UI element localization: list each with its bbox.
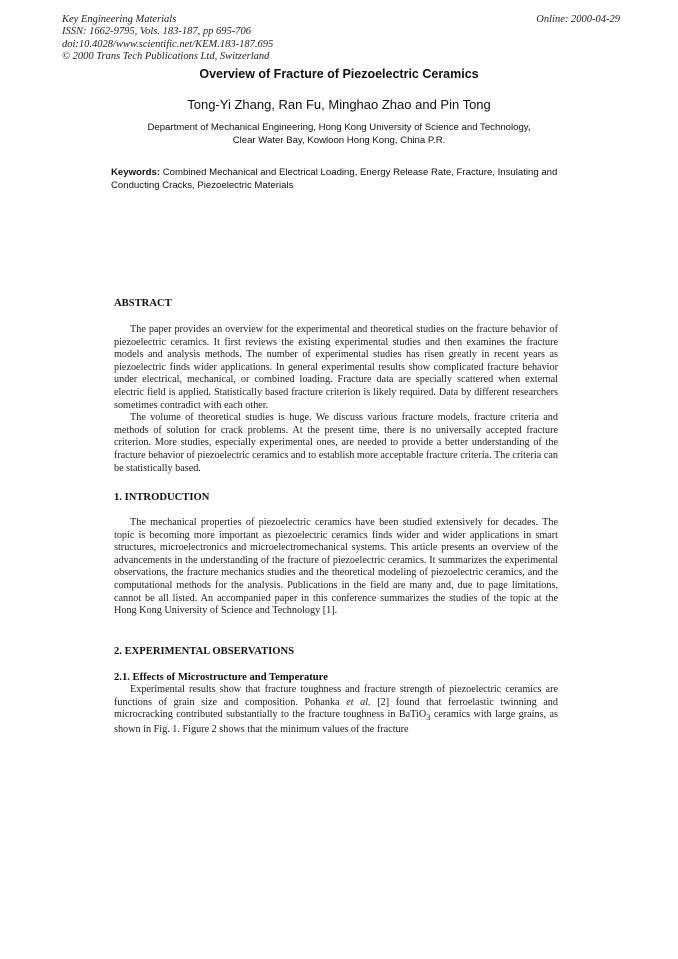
journal-name: Key Engineering Materials bbox=[62, 14, 177, 25]
subsection-heading: 2.1. Effects of Microstructure and Temperature bbox=[114, 672, 328, 683]
issn-line: ISSN: 1662-9795, Vols. 183-187, pp 695-706 bbox=[62, 26, 251, 38]
online-date: Online: 2000-04-29 bbox=[536, 14, 620, 25]
paper-title: Overview of Fracture of Piezoelectric Ceramics bbox=[199, 67, 479, 81]
keywords bbox=[111, 167, 561, 192]
et-al: et al. bbox=[346, 696, 371, 708]
affiliation-line-1: Department of Mechanical Engineering, Hong Kong University of Science and Technology, bbox=[147, 122, 531, 133]
abstract-paragraph-2: The volume of theoretical studies is huge. We discuss various fracture models, fracture criteria and methods of solution for crack problems. At the present time, there is no universally accepted fracture criterion. More studies, especially experimental ones, are needed to provide a better understanding of the fracture behavior of piezoelectric ceramics and to establish more acceptable fracture criteria. The criteria can be statistically based. bbox=[114, 412, 558, 474]
abstract-heading: ABSTRACT bbox=[114, 298, 172, 309]
affiliation bbox=[0, 122, 678, 147]
experimental-text-a: Experimental results show that fracture toughness and fracture strength of piezoelectric ceramics are functions of grain size and composition. Pohanka bbox=[114, 684, 558, 708]
copyright-line: © 2000 Trans Tech Publications Ltd, Switzerland bbox=[62, 51, 270, 63]
affiliation-line-2: Clear Water Bay, Kowloon Hong Kong, China P.R. bbox=[232, 134, 446, 146]
abstract-paragraph-1: The paper provides an overview for the experimental and theoretical studies on the fracture behavior of piezoelectric ceramics. It first reviews the existing experimental studies and then examines the fracture models and analysis methods. The number of experimental studies has risen greatly in recent years as piezoelectric finds wider applications. In general experimental results show complicated fracture behavior under electrical, mechanical, or combined loading. Fracture data are specially scattered when external electric field is applied. Statistically based fracture criterion is likely required. Data by different researchers sometimes contradict with each other. bbox=[114, 324, 558, 411]
introduction-paragraph-1: The mechanical properties of piezoelectric ceramics have been studied extensively for decades. The topic is becoming more important as piezoelectric ceramics finds wider and wider applications in smart structures, microelectronics and microelectromechanical systems. This article presents an overview of the advancements in the understanding of the fracture of piezoelectric ceramics. It summarizes the experimental observations, the fracture mechanics studies and the theoretical modeling of piezoelectric ceramics, and the computational methods for the analysis. Publications in the field are many and, due to page limitations, cannot be all listed. An accompanied paper in this conference summarizes the studies of the topic at the Hong Kong University of Science and Technology [1]. bbox=[114, 517, 558, 617]
experimental-body bbox=[114, 684, 558, 736]
keywords-text: Combined Mechanical and Electrical Loading, Energy Release Rate, Fracture, Insulating and Conducting Cracks, Piezoelectric Materials bbox=[111, 167, 558, 191]
journal-header bbox=[62, 14, 273, 64]
keywords-label: Keywords: bbox=[111, 167, 161, 178]
abstract-body bbox=[114, 324, 558, 475]
introduction-heading: 1. INTRODUCTION bbox=[114, 492, 210, 503]
doi-line: doi:10.4028/www.scientific.net/KEM.183-187.695 bbox=[62, 38, 274, 50]
experimental-text-c: ceramics with large grains, as shown in Fig. 1. Figure 2 shows that the minimum values of the fracture bbox=[114, 709, 558, 735]
subscript-3: 3 bbox=[426, 712, 431, 723]
paper-authors: Tong-Yi Zhang, Ran Fu, Minghao Zhao and Pin Tong bbox=[187, 97, 491, 112]
introduction-body bbox=[114, 517, 558, 618]
experimental-paragraph-1 bbox=[114, 684, 558, 736]
experimental-text-b: [2] found that ferroelastic twinning and microcracking contributed substantially to the fracture toughness in BaTiO bbox=[114, 696, 558, 721]
experimental-heading: 2. EXPERIMENTAL OBSERVATIONS bbox=[114, 646, 295, 657]
